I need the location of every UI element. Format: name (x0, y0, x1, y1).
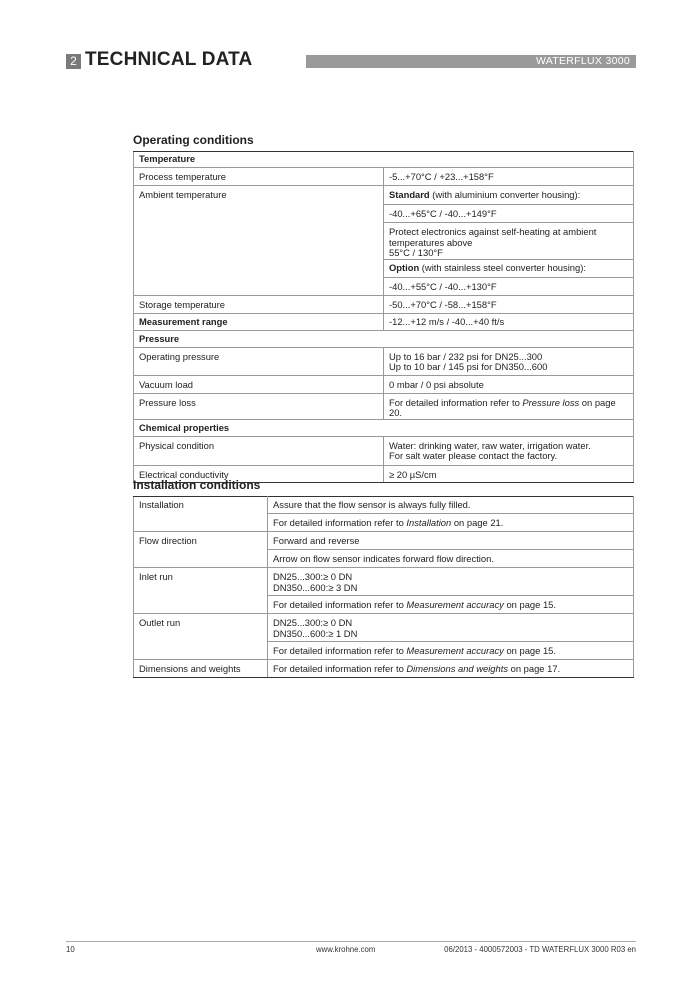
row-label: Vacuum load (134, 375, 384, 393)
row-value: -50...+70°C / -58...+158°F (384, 295, 634, 313)
table-row (134, 375, 634, 393)
ref-prefix: For detailed information refer to (273, 645, 407, 656)
option-text: (with stainless steel converter housing): (419, 261, 586, 273)
document-reference: 06/2013 - 4000572003 - TD WATERFLUX 3000 R03 en (444, 945, 636, 954)
dimensions-reference: Dimensions and weights (406, 663, 509, 674)
row-label: Installation (134, 497, 268, 532)
table-row (134, 186, 634, 205)
table-row (134, 614, 634, 642)
row-value (268, 660, 634, 678)
row-value (384, 186, 634, 205)
row-value (268, 642, 634, 660)
temperature-heading: Temperature (134, 152, 634, 168)
row-value: -40...+65°C / -40...+149°F (384, 205, 634, 223)
page-number: 10 (66, 945, 75, 954)
text-line: DN25...300:≥ 0 DN (273, 571, 353, 582)
row-label: Storage temperature (134, 295, 384, 313)
row-value: Forward and reverse (268, 532, 634, 550)
chemical-heading: Chemical properties (134, 419, 634, 436)
row-label: Ambient temperature (134, 186, 384, 296)
ref-suffix: on page 15. (503, 599, 556, 610)
operating-conditions-table (133, 151, 634, 483)
ref-prefix: For detailed information refer to (273, 663, 407, 674)
row-value (268, 514, 634, 532)
installation-conditions-table (133, 496, 634, 678)
section-title: TECHNICAL DATA (85, 49, 253, 70)
row-label: Flow direction (134, 532, 268, 568)
row-value (268, 568, 634, 596)
table-row (134, 660, 634, 678)
text-line: For salt water please contact the factory. (389, 450, 558, 461)
row-value (384, 223, 634, 260)
table-row (134, 313, 634, 330)
text-line: Up to 10 bar / 145 psi for DN350...600 (389, 361, 548, 372)
row-value (384, 347, 634, 375)
table-row (134, 436, 634, 465)
pressure-loss-reference: Pressure loss (522, 396, 580, 408)
row-label: Electrical conductivity (134, 465, 384, 482)
row-value (268, 596, 634, 614)
pressure-heading: Pressure (134, 330, 634, 347)
option-label: Option (389, 261, 420, 273)
ref-prefix: For detailed information refer to (273, 599, 407, 610)
row-label: Outlet run (134, 614, 268, 660)
row-label: Pressure loss (134, 393, 384, 419)
row-label: Process temperature (134, 168, 384, 186)
row-label: Dimensions and weights (134, 660, 268, 678)
operating-conditions-title: Operating conditions (133, 133, 254, 147)
measurement-accuracy-reference: Measurement accuracy (406, 645, 504, 656)
text-line: DN350...600:≥ 1 DN (273, 627, 358, 639)
ref-suffix: on page 17. (508, 663, 561, 674)
ref-suffix: on page 15. (503, 645, 556, 656)
text-line: Water: drinking water, raw water, irrigation water. (389, 439, 591, 451)
table-row (134, 295, 634, 313)
ref-prefix: For detailed information refer to (389, 396, 523, 408)
row-value: Arrow on flow sensor indicates forward flow direction. (268, 550, 634, 568)
text-line: Protect electronics against self-heating at ambient temperatures above (389, 226, 597, 248)
table-row (134, 497, 634, 514)
page-footer (66, 941, 636, 954)
text-line: DN350...600:≥ 3 DN (273, 581, 358, 593)
row-label: Physical condition (134, 436, 384, 465)
row-label: Measurement range (134, 313, 384, 330)
row-label: Inlet run (134, 568, 268, 614)
row-value (384, 259, 634, 277)
row-value (384, 436, 634, 465)
row-value: Assure that the flow sensor is always fully filled. (268, 497, 634, 514)
installation-reference: Installation (406, 517, 452, 528)
page-header (66, 49, 636, 70)
table-row (134, 419, 634, 436)
website-url: www.krohne.com (316, 945, 376, 954)
section-number-badge: 2 (66, 54, 81, 69)
text-line: DN25...300:≥ 0 DN (273, 617, 353, 628)
measurement-accuracy-reference: Measurement accuracy (406, 599, 504, 610)
table-row (134, 568, 634, 596)
table-row (134, 152, 634, 168)
table-row (134, 168, 634, 186)
row-value: -12...+12 m/s / -40...+40 ft/s (384, 313, 634, 330)
standard-label: Standard (389, 189, 430, 200)
text-line: Up to 16 bar / 232 psi for DN25...300 (389, 350, 543, 362)
ref-suffix: on page 21. (451, 517, 504, 528)
table-row (134, 393, 634, 419)
table-row (134, 330, 634, 347)
row-value: -5...+70°C / +23...+158°F (384, 168, 634, 186)
table-row (134, 347, 634, 375)
row-label: Operating pressure (134, 347, 384, 375)
installation-conditions-title: Installation conditions (133, 478, 261, 492)
row-value (384, 393, 634, 419)
text-line: 55°C / 130°F (389, 247, 443, 258)
standard-text: (with aluminium converter housing): (429, 189, 581, 200)
table-row (134, 532, 634, 550)
ref-prefix: For detailed information refer to (273, 517, 407, 528)
ref-suffix: on page 20. (389, 396, 616, 418)
row-value: ≥ 20 µS/cm (384, 465, 634, 482)
row-value: -40...+55°C / -40...+130°F (384, 277, 634, 295)
row-value (268, 614, 634, 642)
product-name: WATERFLUX 3000 (535, 55, 630, 67)
row-value: 0 mbar / 0 psi absolute (384, 375, 634, 393)
